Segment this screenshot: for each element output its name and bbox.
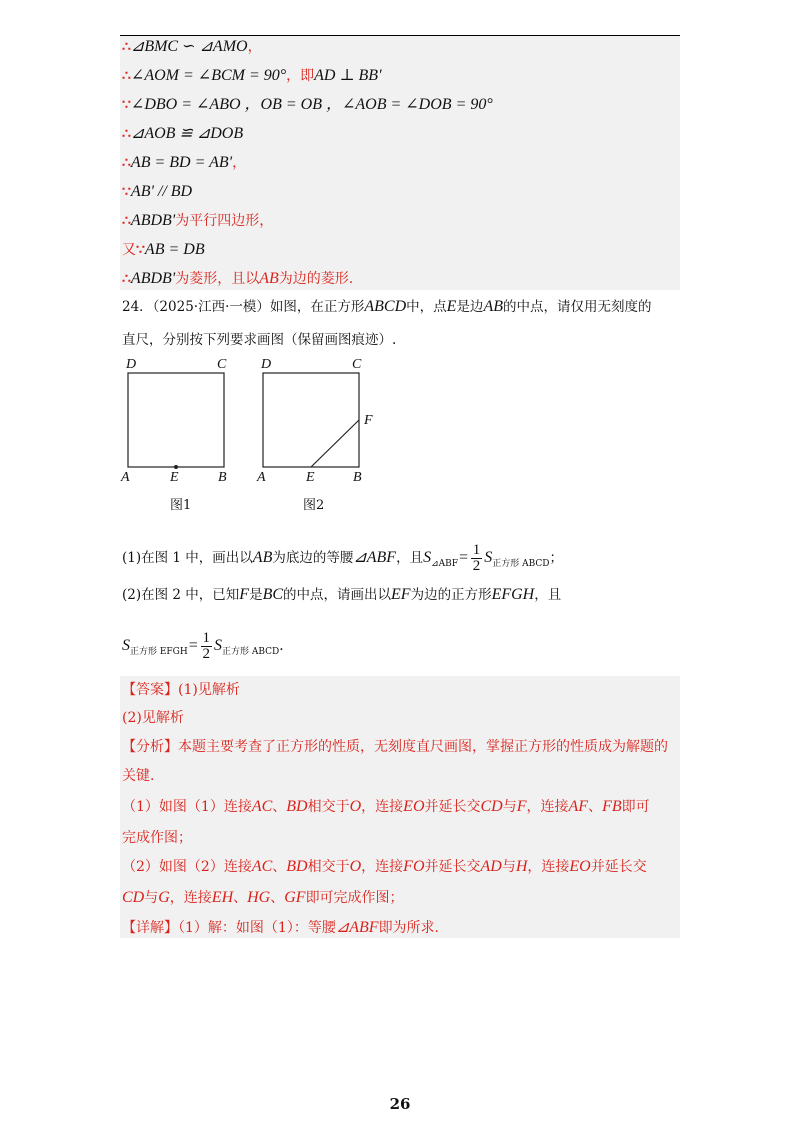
answer-line-5: （1）如图（1）连接AC、BD相交于O，连接EO并延长交CD与F，连接AF、FB即可 (122, 798, 650, 815)
part-1: (1)在图 1 中，画出以AB为底边的等腰⊿ABF，且$S_{⊿ABF}=$ $\frac{1}{2}$ $S_{正方形 ABCD}$； (122, 542, 564, 574)
proof-line-5: ∴AB = BD = AB'， (122, 154, 247, 171)
fig2-label-e: E (306, 470, 315, 485)
proof-line-7: ∴ABDB'为平行四边形， (122, 212, 274, 229)
fig2-label-b: B (353, 470, 362, 485)
fig2-label-a: A (257, 470, 266, 485)
proof-line-1: ∴⊿BMC ∽ ⊿AMO， (122, 38, 262, 55)
question-line-1: 24．（2025·江西·一模）如图，在正方形ABCD中，点E是边AB的中点，请仅用无刻度的 (122, 298, 652, 315)
fig2-label-d: D (261, 357, 272, 372)
part-2-formula: $S_{正方形 EFGH}=$ $\frac{1}{2}$ $S_{正方形 ABCD}$. (122, 630, 284, 662)
fig1-label-c: C (217, 357, 227, 372)
proof-line-3: ∵∠DBO = ∠ABO ，OB = OB ，∠AOB = ∠DOB = 90° (122, 96, 493, 113)
fig1-square (128, 373, 224, 467)
part-2: (2)在图 2 中，已知F是BC的中点，请画出以EF为边的正方形EFGH，且 (122, 586, 562, 603)
answer-line-9: 【详解】（1）解：如图（1）：等腰⊿ABF即为所求. (122, 919, 440, 936)
answer-line-8: CD与G，连接EH、HG、GF即可完成作图； (122, 889, 404, 906)
fig1-point-e (174, 465, 178, 469)
answer-line-6: 完成作图； (122, 830, 192, 846)
fig1-label-d: D (126, 357, 137, 372)
proof-line-2: ∴∠AOM = ∠BCM = 90°，即AD ⊥ BB' (122, 67, 382, 84)
proof-line-6: ∵AB' // BD (122, 183, 193, 200)
proof-line-4: ∴⊿AOB ≌ ⊿DOB (122, 125, 244, 142)
answer-line-2: (2)见解析 (122, 710, 184, 726)
answer-line-7: （2）如图（2）连接AC、BD相交于O，连接FO并延长交AD与H，连接EO并延长交 (122, 858, 647, 875)
fig2-label-f: F (364, 413, 373, 428)
fig1-caption: 图1 (170, 498, 192, 513)
page-number: 26 (389, 1095, 411, 1113)
fraction-half-2: $\frac{1}{2}$ (202, 630, 211, 662)
question-line-2: 直尺，分别按下列要求画图（保留画图痕迹）. (122, 332, 397, 348)
fig2-square (263, 373, 359, 467)
proof-line-9: ∴ABDB'为菱形，且以AB为边的菱形. (122, 270, 354, 287)
fig2-caption: 图2 (303, 498, 325, 513)
fraction-half: $\frac{1}{2}$ (472, 542, 481, 574)
fig1-label-a: A (121, 470, 130, 485)
fig1-label-e: E (170, 470, 179, 485)
answer-line-4: 关键. (122, 768, 155, 784)
fig2-label-c: C (352, 357, 362, 372)
fig2-segment-ef (311, 420, 359, 467)
answer-line-1: 【答案】(1)见解析 (122, 682, 240, 698)
fig1-label-b: B (218, 470, 227, 485)
answer-line-3: 【分析】本题主要考查了正方形的性质，无刻度直尺画图，掌握正方形的性质成为解题的 (122, 739, 668, 755)
proof-line-8: 又∵AB = DB (122, 241, 205, 258)
